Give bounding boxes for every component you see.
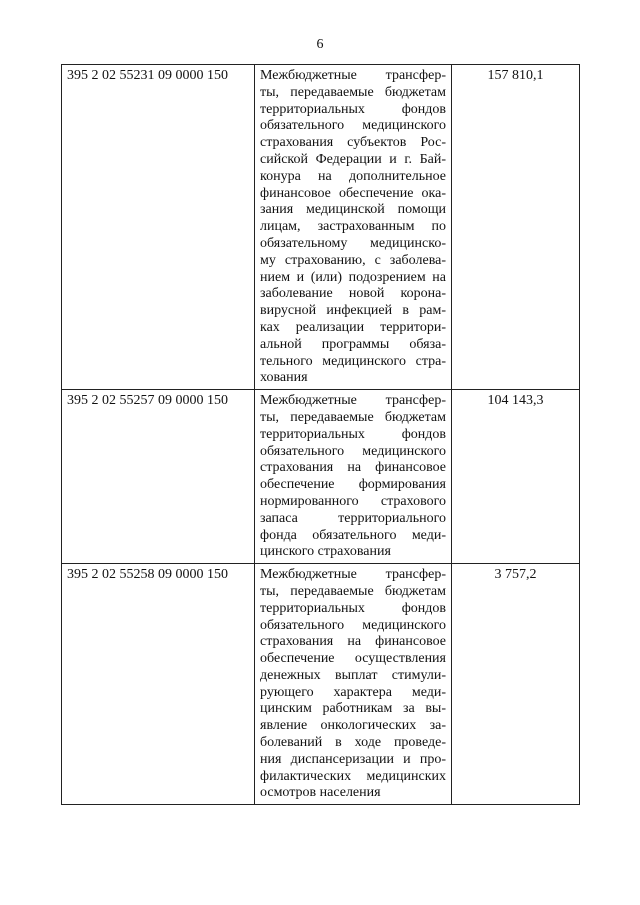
description-line: Межбюджетные трансфер- — [260, 393, 446, 409]
amount-cell: 104 143,3 — [452, 390, 580, 564]
description-line: осмотров населения — [260, 785, 381, 801]
description-line: территориальных фондов — [260, 101, 446, 117]
description-line: обязательному медицинско- — [260, 235, 446, 251]
description-line: болеваний в ходе проведе- — [260, 735, 446, 751]
description-cell — [255, 65, 452, 390]
description-line: страхования на финансовое — [260, 460, 446, 476]
description-line: обязательного медицинского — [260, 617, 446, 633]
description-cell — [255, 390, 452, 564]
budget-code-cell: 395 2 02 55258 09 0000 150 — [62, 564, 255, 805]
description-line: хования — [260, 370, 308, 386]
table-row — [62, 564, 580, 805]
description-line: денежных выплат стимули- — [260, 667, 446, 683]
description-line: Межбюджетные трансфер- — [260, 567, 446, 583]
budget-code-cell: 395 2 02 55257 09 0000 150 — [62, 390, 255, 564]
description-line: тельного медицинского стра- — [260, 353, 446, 369]
table-row — [62, 390, 580, 564]
description-line: филактических медицинских — [260, 768, 446, 784]
description-line: вирусной инфекцией в рам- — [260, 303, 446, 319]
description-line: му страхованию, с заболева- — [260, 252, 446, 268]
description-line: фонда обязательного меди- — [260, 527, 446, 543]
description-line: Межбюджетные трансфер- — [260, 68, 446, 83]
description-line: нием и (или) подозрением на — [260, 269, 446, 285]
description-line: ках реализации территори- — [260, 319, 446, 335]
description-line: рующего характера меди- — [260, 684, 446, 700]
description-line: ты, передаваемые бюджетам — [260, 583, 446, 599]
description-line: конура на дополнительное — [260, 168, 446, 184]
description-line: обеспечение осуществления — [260, 651, 446, 667]
description-line: цинским работникам за вы- — [260, 701, 446, 717]
description-line: явление онкологических за- — [260, 718, 446, 734]
page-number: 6 — [316, 37, 324, 52]
description-line: нормированного страхового — [260, 493, 446, 509]
description-line: зания медицинской помощи — [260, 202, 446, 218]
description-line: лицам, застрахованным по — [260, 219, 446, 235]
description-line: ния диспансеризации и про- — [260, 751, 446, 767]
budget-code-cell: 395 2 02 55231 09 0000 150 — [62, 65, 255, 390]
description-line: ты, передаваемые бюджетам — [260, 84, 446, 100]
description-cell — [255, 564, 452, 805]
description-line: финансовое обеспечение ока- — [260, 185, 446, 201]
budget-table — [61, 64, 580, 805]
description-line: обеспечение формирования — [260, 477, 446, 493]
description-line: территориальных фондов — [260, 426, 446, 442]
description-line: обязательного медицинского — [260, 118, 446, 134]
description-line: сийской Федерации и г. Бай- — [260, 151, 446, 167]
description-line: заболевание новой корона- — [260, 286, 446, 302]
description-line: страхования на финансовое — [260, 634, 446, 650]
description-line: обязательного медицинского — [260, 443, 446, 459]
description-line: страхования субъектов Рос- — [260, 135, 446, 151]
description-line: альной программы обяза- — [260, 336, 446, 352]
amount-cell: 157 810,1 — [452, 65, 580, 390]
description-line: цинского страхования — [260, 544, 391, 560]
table-row — [62, 65, 580, 390]
description-line: запаса территориального — [260, 510, 446, 526]
description-line: территориальных фондов — [260, 600, 446, 616]
amount-cell: 3 757,2 — [452, 564, 580, 805]
description-line: ты, передаваемые бюджетам — [260, 409, 446, 425]
